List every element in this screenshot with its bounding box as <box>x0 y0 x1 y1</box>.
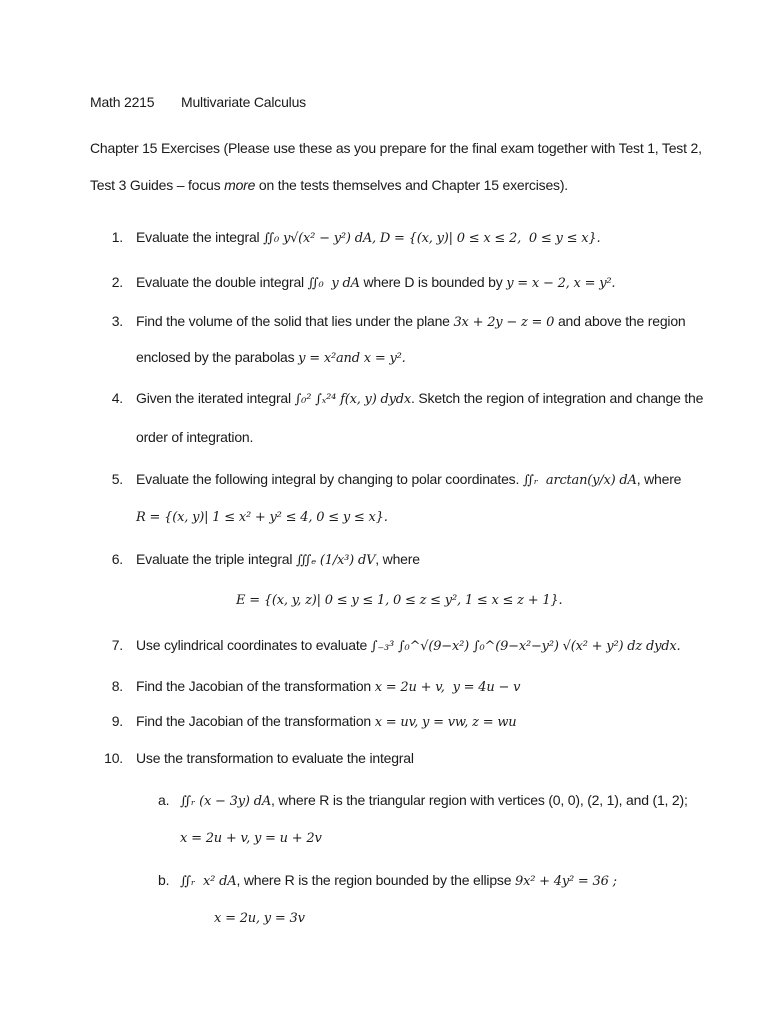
list-item <box>136 637 680 654</box>
item-math: ∬₀ y√(x² − y²) dA, D = {(x, y)| 0 ≤ x ≤ 2, 0 ≤ y ≤ x}. <box>263 231 601 246</box>
item-math: ∫₋₃³ ∫₀^√(9−x²) ∫₀^(9−x²−y²) √(x² + y²) dz dydx. <box>370 639 681 654</box>
list-item <box>136 551 420 568</box>
item-math: ∬₀ y dA <box>307 276 360 291</box>
intro-text-end: on the tests themselves and Chapter 15 exercises). <box>255 177 568 193</box>
item-text: order of integration. <box>136 429 254 445</box>
item-math: x = 2u + v, y = u + 2v <box>180 831 322 846</box>
list-item <box>136 750 414 766</box>
item-text: Use cylindrical coordinates to evaluate <box>136 637 371 653</box>
list-item-continuation <box>136 510 388 525</box>
list-item <box>136 678 520 695</box>
intro-line-1: Chapter 15 Exercises (Please use these as you prepare for the final exam together with Test 1, Test 2, <box>90 140 702 156</box>
subitem-continuation <box>180 831 322 846</box>
item-math: x = 2u, y = 3v <box>214 911 305 926</box>
item-text: enclosed by the parabolas <box>136 349 299 365</box>
intro-text: Test 3 Guides – focus <box>90 177 225 193</box>
item-number: 1. <box>111 229 123 245</box>
list-item <box>136 390 703 407</box>
intro-emphasis: more <box>224 177 256 193</box>
item-text: , where R is the triangular region with vertices (0, 0), (2, 1), and (1, 2); <box>271 792 688 808</box>
item-math: y = x²and x = y². <box>298 351 406 366</box>
item-text: Evaluate the triple integral <box>136 551 296 567</box>
item-math: x = 2u + v, y = 4u − v <box>374 680 521 695</box>
item-text: and above the region <box>554 313 686 329</box>
item-math: R = {(x, y)| 1 ≤ x² + y² ≤ 4, 0 ≤ y ≤ x}. <box>136 510 388 525</box>
list-item <box>136 313 686 330</box>
course-title: Multivariate Calculus <box>181 94 306 110</box>
item-math: E = {(x, y, z)| 0 ≤ y ≤ 1, 0 ≤ z ≤ y², 1 ≤ x ≤ z + 1}. <box>236 593 563 608</box>
item-number: 7. <box>111 637 123 653</box>
item-number: 4. <box>111 390 123 406</box>
item-math: ∬ᵣ x² dA <box>180 874 237 889</box>
list-item <box>136 471 681 488</box>
item-text: , where R is the region bounded by the ellipse <box>236 872 515 888</box>
item-number: 10. <box>104 750 123 766</box>
item-number: 3. <box>111 313 123 329</box>
item-text: Find the Jacobian of the transformation <box>136 678 375 694</box>
item-math: ∫₀² ∫ₓ²⁴ f(x, y) dydx <box>294 392 412 407</box>
course-number: Math 2215 <box>90 94 155 110</box>
item-text: , where <box>636 471 682 487</box>
item-math: x = uv, y = vw, z = wu <box>374 715 517 730</box>
list-item-continuation <box>136 429 253 445</box>
subitem-continuation <box>214 911 305 926</box>
item-math: 9x² + 4y² = 36 ; <box>515 874 617 889</box>
subitem <box>180 792 688 809</box>
item-text: , where <box>375 551 420 567</box>
item-number: 6. <box>111 551 123 567</box>
list-item <box>136 229 600 246</box>
item-text: Find the volume of the solid that lies under the plane <box>136 313 454 329</box>
item-number: 8. <box>111 678 123 694</box>
subitem-label: a. <box>158 792 170 808</box>
item-text: Evaluate the integral <box>136 229 264 245</box>
item-math: ∬ᵣ arctan(y/x) dA <box>522 473 637 488</box>
item-number: 2. <box>111 274 123 290</box>
item-text: Use the transformation to evaluate the integral <box>136 750 414 766</box>
list-item-continuation <box>236 593 562 608</box>
intro-line-2 <box>90 177 568 193</box>
item-math: y = x − 2, x = y². <box>506 276 616 291</box>
list-item-continuation <box>136 349 406 366</box>
list-item <box>136 713 516 730</box>
item-text: Find the Jacobian of the transformation <box>136 713 375 729</box>
list-item <box>136 274 615 291</box>
item-text: . Sketch the region of integration and change the <box>411 390 704 406</box>
item-text: Evaluate the double integral <box>136 274 308 290</box>
item-text: where D is bounded by <box>359 274 507 290</box>
item-number: 9. <box>111 713 123 729</box>
subitem-label: b. <box>158 872 170 888</box>
item-text: Given the iterated integral <box>136 390 295 406</box>
item-math: ∭ₑ (1/x³) dV <box>295 553 376 568</box>
item-text: Evaluate the following integral by changing to polar coordinates. <box>136 471 523 487</box>
item-math: ∬ᵣ (x − 3y) dA <box>180 794 272 809</box>
subitem <box>180 872 617 889</box>
item-math: 3x + 2y − z = 0 <box>453 315 555 330</box>
item-number: 5. <box>111 471 123 487</box>
